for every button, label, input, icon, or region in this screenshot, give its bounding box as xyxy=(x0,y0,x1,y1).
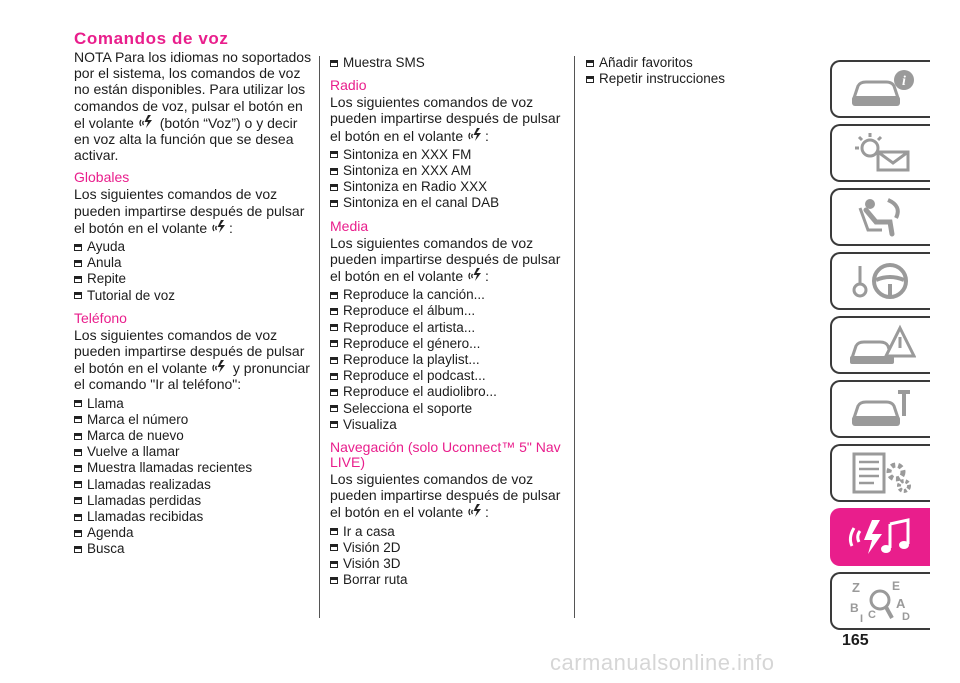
technical-data-icon xyxy=(846,450,916,496)
list-item: Borrar ruta xyxy=(330,572,568,588)
checkbox-bullet-icon xyxy=(74,465,82,472)
voice-button-icon xyxy=(212,359,228,374)
column-divider xyxy=(574,56,575,618)
watermark: carmanualsonline.info xyxy=(550,650,775,675)
list-item: Anula xyxy=(74,255,312,271)
list-item: Tutorial de voz xyxy=(74,288,312,304)
column-divider xyxy=(319,56,320,618)
list-item: Repite xyxy=(74,271,312,287)
checkbox-bullet-icon xyxy=(330,528,338,535)
checkbox-bullet-icon xyxy=(330,340,338,347)
voice-button-icon xyxy=(468,503,484,518)
column-1 xyxy=(74,30,312,558)
voice-button-icon xyxy=(468,127,484,142)
svg-text:i: i xyxy=(902,74,906,89)
multimedia-icon xyxy=(846,514,916,560)
checkbox-bullet-icon xyxy=(74,416,82,423)
list-item: Llamadas perdidas xyxy=(74,493,312,509)
list-item: Reproduce la canción... xyxy=(330,287,568,303)
tab-multimedia[interactable] xyxy=(830,508,930,566)
tab-warning-lights[interactable] xyxy=(830,124,930,182)
list-item: Sintoniza en Radio XXX xyxy=(330,179,568,195)
checkbox-bullet-icon xyxy=(586,76,594,83)
checkbox-bullet-icon xyxy=(74,276,82,283)
checkbox-bullet-icon xyxy=(330,292,338,299)
checkbox-bullet-icon xyxy=(330,561,338,568)
checkbox-bullet-icon xyxy=(330,308,338,315)
tab-maintenance[interactable] xyxy=(830,380,930,438)
list-item: Vuelve a llamar xyxy=(74,444,312,460)
list-item: Visión 3D xyxy=(330,556,568,572)
note-text-end: (botón “Voz”) o y decir en voz alta la función que se desea activar. xyxy=(74,114,298,164)
checkbox-bullet-icon xyxy=(74,292,82,299)
list-item: Reproduce el audiolibro... xyxy=(330,384,568,400)
checkbox-bullet-icon xyxy=(74,530,82,537)
list-item: Sintoniza en XXX FM xyxy=(330,147,568,163)
column-2 xyxy=(330,55,568,588)
media-heading: Media xyxy=(330,217,369,234)
voice-button-icon xyxy=(212,219,228,234)
list-item: Muestra SMS xyxy=(330,55,568,71)
checkbox-bullet-icon xyxy=(330,544,338,551)
tab-technical-data[interactable] xyxy=(830,444,930,502)
voice-button-icon xyxy=(139,114,155,129)
checkbox-bullet-icon xyxy=(74,449,82,456)
list-item: Añadir favoritos xyxy=(586,55,806,71)
svg-text:C: C xyxy=(868,609,876,621)
checkbox-bullet-icon xyxy=(330,184,338,191)
radio-list xyxy=(330,147,568,212)
checkbox-bullet-icon xyxy=(74,244,82,251)
nav-intro: Los siguientes comandos de voz pueden impartirse después de pulsar el botón en el volante : xyxy=(330,471,561,521)
checkbox-bullet-icon xyxy=(74,433,82,440)
list-item: Reproduce el género... xyxy=(330,336,568,352)
list-item: Llamadas realizadas xyxy=(74,477,312,493)
checkbox-bullet-icon xyxy=(330,357,338,364)
tab-car-info[interactable] xyxy=(830,60,930,118)
tab-index[interactable] xyxy=(830,572,930,630)
list-item: Muestra llamadas recientes xyxy=(74,460,312,476)
seat-airbag-icon xyxy=(846,194,916,240)
globales-list xyxy=(74,239,312,304)
checkbox-bullet-icon xyxy=(74,546,82,553)
list-item: Agenda xyxy=(74,525,312,541)
list-item: Busca xyxy=(74,541,312,557)
telefono-list xyxy=(74,396,312,558)
media-list xyxy=(330,287,568,433)
list-item: Marca el número xyxy=(74,412,312,428)
svg-text:I: I xyxy=(860,613,864,624)
svg-text:E: E xyxy=(892,579,901,593)
list-item: Llama xyxy=(74,396,312,412)
list-item: Repetir instrucciones xyxy=(586,71,806,87)
nav-list xyxy=(330,524,568,589)
checkbox-bullet-icon xyxy=(74,514,82,521)
tab-safety[interactable] xyxy=(830,188,930,246)
globales-intro: Los siguientes comandos de voz pueden impartirse después de pulsar el botón en el volante : xyxy=(74,186,305,236)
svg-text:B: B xyxy=(850,601,859,615)
note-text: NOTA Para los idiomas no soportados por el sistema, los comandos de voz no están disponibles. Para utilizar los comandos de voz, pulsar el botón en el volante xyxy=(74,49,312,131)
steering-wheel-key-icon xyxy=(846,258,916,304)
list-item: Ayuda xyxy=(74,239,312,255)
radio-intro: Los siguientes comandos de voz pueden impartirse después de pulsar el botón en el volante : xyxy=(330,94,561,144)
list-item: Sintoniza en el canal DAB xyxy=(330,195,568,211)
checkbox-bullet-icon xyxy=(586,60,594,67)
section-title: Comandos de voz xyxy=(74,29,229,48)
checkbox-bullet-icon xyxy=(330,405,338,412)
svg-text:D: D xyxy=(902,611,910,623)
globales-heading: Globales xyxy=(74,169,130,186)
checkbox-bullet-icon xyxy=(74,497,82,504)
car-info-icon xyxy=(846,66,916,112)
list-item: Reproduce el artista... xyxy=(330,320,568,336)
list-item: Marca de nuevo xyxy=(74,428,312,444)
column-3 xyxy=(586,55,806,87)
nav-list-continued xyxy=(586,55,806,87)
checkbox-bullet-icon xyxy=(330,200,338,207)
list-item: Selecciona el soporte xyxy=(330,401,568,417)
emergency-car-icon xyxy=(846,322,916,368)
telefono-list-continued xyxy=(330,55,568,71)
checkbox-bullet-icon xyxy=(74,260,82,267)
warning-lights-icon xyxy=(846,130,916,176)
list-item: Reproduce el álbum... xyxy=(330,303,568,319)
page-number: 165 xyxy=(842,632,869,649)
list-item: Llamadas recibidas xyxy=(74,509,312,525)
checkbox-bullet-icon xyxy=(74,481,82,488)
checkbox-bullet-icon xyxy=(330,373,338,380)
alphabetical-index-icon xyxy=(846,578,916,624)
telefono-intro: Los siguientes comandos de voz pueden impartirse después de pulsar el botón en el volante y pronunciar el comando "Ir al teléfono": xyxy=(74,326,310,393)
voice-button-icon xyxy=(468,267,484,282)
svg-text:Z: Z xyxy=(852,580,860,595)
car-service-icon xyxy=(846,386,916,432)
note-paragraph xyxy=(74,49,312,163)
tab-starting-driving[interactable] xyxy=(830,252,930,310)
radio-heading: Radio xyxy=(330,77,367,94)
telefono-heading: Teléfono xyxy=(74,309,127,326)
list-item: Sintoniza en XXX AM xyxy=(330,163,568,179)
nav-heading: Navegación (solo Uconnect™ 5" Nav LIVE) xyxy=(330,439,561,471)
checkbox-bullet-icon xyxy=(330,151,338,158)
checkbox-bullet-icon xyxy=(330,577,338,584)
list-item: Ir a casa xyxy=(330,524,568,540)
checkbox-bullet-icon xyxy=(330,168,338,175)
checkbox-bullet-icon xyxy=(74,400,82,407)
checkbox-bullet-icon xyxy=(330,389,338,396)
list-item: Visualiza xyxy=(330,417,568,433)
checkbox-bullet-icon xyxy=(330,60,338,67)
media-intro: Los siguientes comandos de voz pueden impartirse después de pulsar el botón en el volante : xyxy=(330,234,561,285)
list-item: Visión 2D xyxy=(330,540,568,556)
list-item: Reproduce la playlist... xyxy=(330,352,568,368)
checkbox-bullet-icon xyxy=(330,324,338,331)
checkbox-bullet-icon xyxy=(330,421,338,428)
svg-text:A: A xyxy=(896,596,906,611)
list-item: Reproduce el podcast... xyxy=(330,368,568,384)
tab-emergency[interactable] xyxy=(830,316,930,374)
